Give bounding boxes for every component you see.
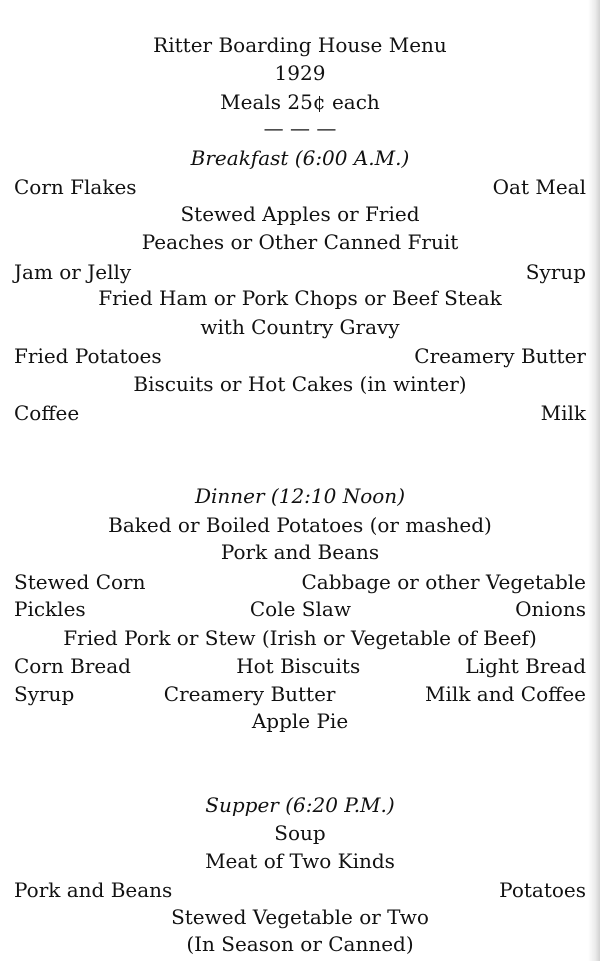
dinner-line-4: Apple Pie	[251, 709, 349, 733]
dinner-row-4	[0, 680, 600, 708]
menu-item: Cole Slaw	[249, 597, 351, 621]
menu-item: Stewed Corn	[14, 570, 146, 594]
breakfast-row-3	[0, 342, 600, 370]
supper-line-2: Meat of Two Kinds	[205, 849, 395, 873]
dinner-line-3: Fried Pork or Stew (Irish or Vegetable of Beef)	[63, 626, 537, 650]
breakfast-line-2: Peaches or Other Canned Fruit	[141, 230, 459, 254]
menu-item: Syrup	[525, 260, 586, 284]
menu-title: Ritter Boarding House Menu	[153, 33, 447, 57]
menu-item: Potatoes	[499, 878, 586, 902]
menu-item: Milk	[540, 401, 586, 425]
menu-item: Light Bread	[465, 654, 586, 678]
menu-item: Pickles	[14, 597, 86, 621]
menu-item: Cabbage or other Vegetable	[301, 570, 586, 594]
menu-item: Coffee	[14, 401, 80, 425]
dinner-row-2	[0, 595, 600, 623]
menu-item: Corn Bread	[14, 654, 131, 678]
menu-item: Creamery Butter	[414, 344, 586, 368]
breakfast-line-5: Biscuits or Hot Cakes (in winter)	[133, 372, 467, 396]
supper-line-3: Stewed Vegetable or Two	[171, 905, 429, 929]
menu-item: Creamery Butter	[163, 682, 336, 706]
breakfast-heading: Breakfast (6:00 A.M.)	[190, 146, 410, 170]
breakfast-line-1: Stewed Apples or Fried	[180, 202, 420, 226]
menu-item: Fried Potatoes	[14, 344, 162, 368]
breakfast-row-4	[0, 399, 600, 427]
dinner-row-3	[0, 652, 600, 680]
breakfast-row-2	[0, 258, 600, 286]
page-edge-shadow	[588, 0, 600, 961]
menu-item: Corn Flakes	[14, 175, 137, 199]
breakfast-line-3: Fried Ham or Pork Chops or Beef Steak	[98, 286, 502, 310]
supper-row-1	[0, 876, 600, 904]
dinner-heading: Dinner (12:10 Noon)	[194, 484, 405, 508]
menu-item: Oat Meal	[492, 175, 586, 199]
menu-year: 1929	[274, 61, 326, 85]
dinner-row-1	[0, 568, 600, 596]
breakfast-line-4: with Country Gravy	[200, 315, 400, 339]
dinner-line-2: Pork and Beans	[220, 540, 380, 564]
menu-item: Onions	[515, 597, 586, 621]
menu-item: Jam or Jelly	[14, 260, 132, 284]
menu-item: Hot Biscuits	[236, 654, 361, 678]
menu-item: Pork and Beans	[14, 878, 173, 902]
menu-item: Syrup	[14, 682, 75, 706]
dinner-line-1: Baked or Boiled Potatoes (or mashed)	[108, 513, 492, 537]
supper-line-1: Soup	[274, 821, 326, 845]
menu-item: Milk and Coffee	[425, 682, 586, 706]
supper-line-4: (In Season or Canned)	[186, 932, 414, 956]
supper-heading: Supper (6:20 P.M.)	[205, 793, 395, 817]
menu-price: Meals 25¢ each	[220, 90, 380, 114]
header-divider: — — —	[263, 116, 337, 140]
breakfast-row-1	[0, 173, 600, 201]
